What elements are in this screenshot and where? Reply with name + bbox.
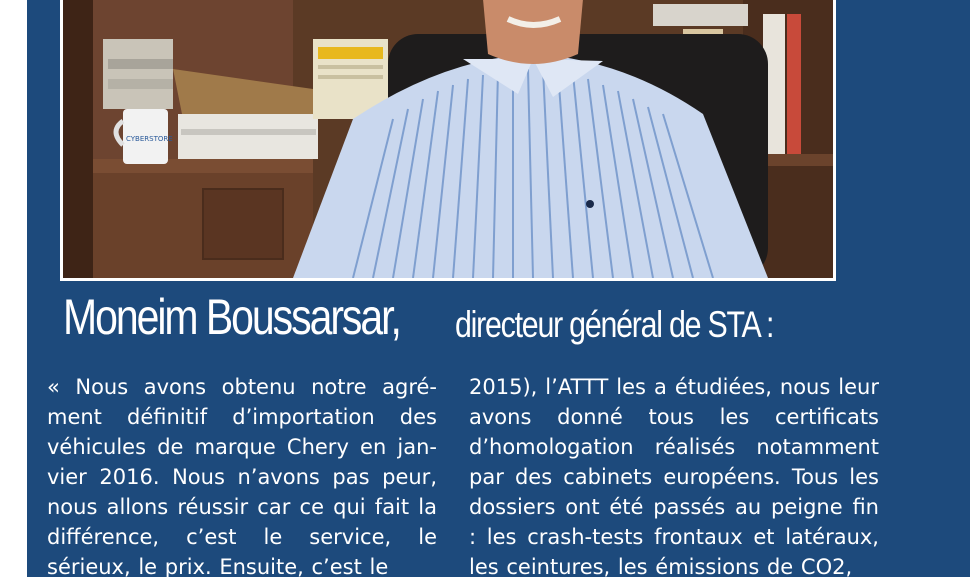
headline-role: directeur général de STA : [455,304,774,345]
article-column-left [47,372,437,577]
headline-name: Moneim Boussarsar, [63,289,400,345]
article-column-right [469,372,879,577]
portrait-photo [63,0,833,278]
article-panel [27,0,970,577]
mug-label: CYBERSTORE [126,135,173,143]
portrait-photo-frame [60,0,836,281]
column-right-text: 2015), l’ATTT les a étudiées, nous leur avons donné tous les certificats d’homologation réalisés notamment par des cabinets européens. Tous les dossiers ont été passés au peigne fin : les crash-tests frontaux et latéraux, les ceintures, les émissions de CO2, [469,375,879,577]
column-left-text: « Nous avons obtenu notre agré-ment définitif d’importation des véhicules de marque Chery en jan-vier 2016. Nous n’avons pas peur, nous allons réussir car ce qui fait la différence, c’est le service, le sérieux, le prix. Ensuite, c’est le [47,375,437,577]
article-headline [63,288,943,354]
